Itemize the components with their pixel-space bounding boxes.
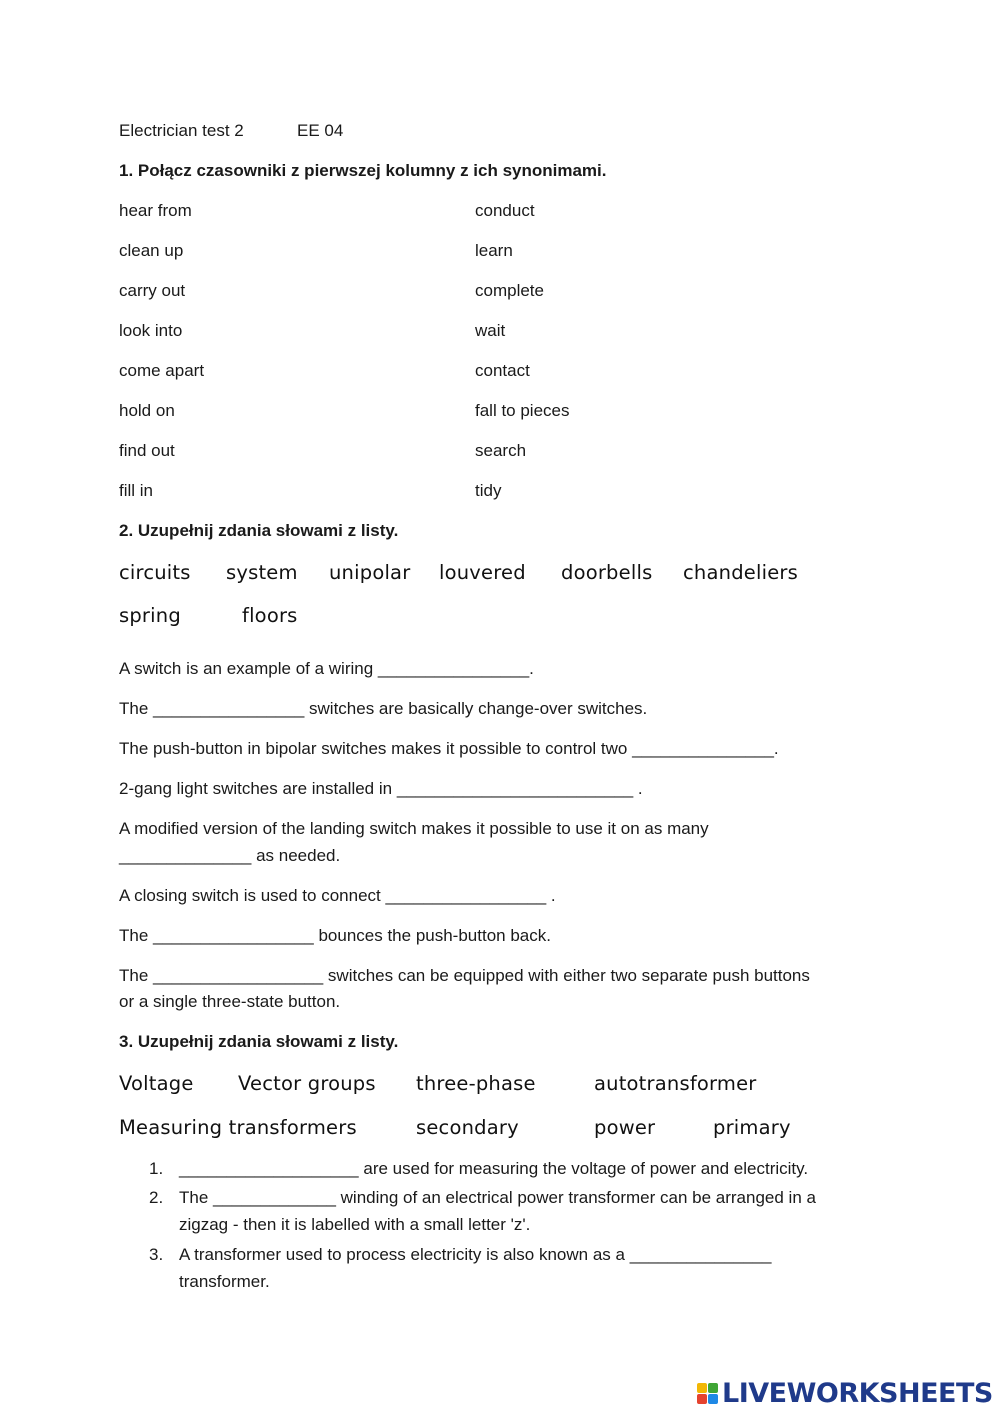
left-term: find out [119, 441, 175, 460]
list-item-text: The _____________ winding of an electrical power transformer can be arranged in a [179, 1188, 816, 1207]
fill-sentence: A modified version of the landing switch makes it possible to use it on as many [119, 819, 709, 838]
fill-sentence: A switch is an example of a wiring ________________. [119, 659, 534, 678]
word-bank-item: system [226, 561, 298, 584]
word-bank-item: spring [119, 604, 181, 627]
list-item-text: zigzag - then it is labelled with a small letter 'z'. [179, 1215, 531, 1234]
right-synonym: complete [475, 281, 544, 300]
section3-heading: 3. Uzupełnij zdania słowami z listy. [119, 1032, 399, 1051]
word-bank-item: unipolar [329, 561, 411, 584]
left-term: clean up [119, 241, 184, 260]
word-bank-item: floors [242, 604, 298, 627]
list-item-text: transformer. [179, 1272, 270, 1291]
word-bank-item: Voltage [119, 1072, 194, 1095]
fill-sentence: The __________________ switches can be equipped with either two separate push buttons [119, 966, 810, 985]
left-term: come apart [119, 361, 205, 380]
logo-text: LIVEWORKSHEETS [722, 1377, 993, 1409]
right-synonym: search [475, 441, 527, 460]
right-synonym: tidy [475, 481, 502, 500]
fill-sentence: or a single three-state button. [119, 992, 341, 1011]
logo-mark-icon [697, 1383, 718, 1404]
worksheet-title: Electrician test 2 [119, 121, 244, 140]
worksheet-code: EE 04 [297, 121, 344, 140]
left-term: hear from [119, 201, 192, 220]
fill-sentence: A closing switch is used to connect _________________ . [119, 886, 556, 905]
right-synonym: fall to pieces [475, 401, 570, 420]
word-bank-item: chandeliers [683, 561, 798, 584]
fill-sentence: The push-button in bipolar switches makes it possible to control two _______________. [119, 739, 779, 758]
left-term: carry out [119, 281, 186, 300]
word-bank-item: primary [713, 1116, 791, 1139]
list-number: 1. [149, 1159, 164, 1178]
logo-square [708, 1383, 718, 1393]
list-item-text: A transformer used to process electricity is also known as a _______________ [179, 1245, 772, 1264]
list-item-text: ___________________ are used for measuring the voltage of power and electricity. [179, 1159, 809, 1178]
fill-sentence: The _________________ bounces the push-button back. [119, 926, 551, 945]
word-bank-item: power [594, 1116, 656, 1139]
section1-heading: 1. Połącz czasowniki z pierwszej kolumny z ich synonimami. [119, 161, 607, 180]
logo-square [697, 1394, 707, 1404]
fill-sentence: ______________ as needed. [119, 846, 341, 865]
right-synonym: wait [475, 321, 506, 340]
word-bank-item: circuits [119, 561, 191, 584]
word-bank-item: three-phase [416, 1072, 536, 1095]
list-number: 3. [149, 1245, 164, 1264]
right-synonym: conduct [475, 201, 535, 220]
right-synonym: learn [475, 241, 513, 260]
word-bank-item: Measuring transformers [119, 1116, 357, 1139]
logo-square [697, 1383, 707, 1393]
fill-sentence: 2-gang light switches are installed in _________________________ . [119, 779, 643, 798]
section2-heading: 2. Uzupełnij zdania słowami z listy. [119, 521, 399, 540]
word-bank-item: louvered [439, 561, 526, 584]
word-bank-item: doorbells [561, 561, 653, 584]
fill-sentence: The ________________ switches are basically change-over switches. [119, 699, 648, 718]
word-bank-item: secondary [416, 1116, 519, 1139]
liveworksheets-logo [697, 1378, 993, 1408]
logo-square [708, 1394, 718, 1404]
left-term: fill in [119, 481, 154, 500]
word-bank-item: Vector groups [238, 1072, 376, 1095]
word-bank-item: autotransformer [594, 1072, 757, 1095]
left-term: look into [119, 321, 183, 340]
list-number: 2. [149, 1188, 164, 1207]
right-synonym: contact [475, 361, 530, 380]
left-term: hold on [119, 401, 175, 420]
